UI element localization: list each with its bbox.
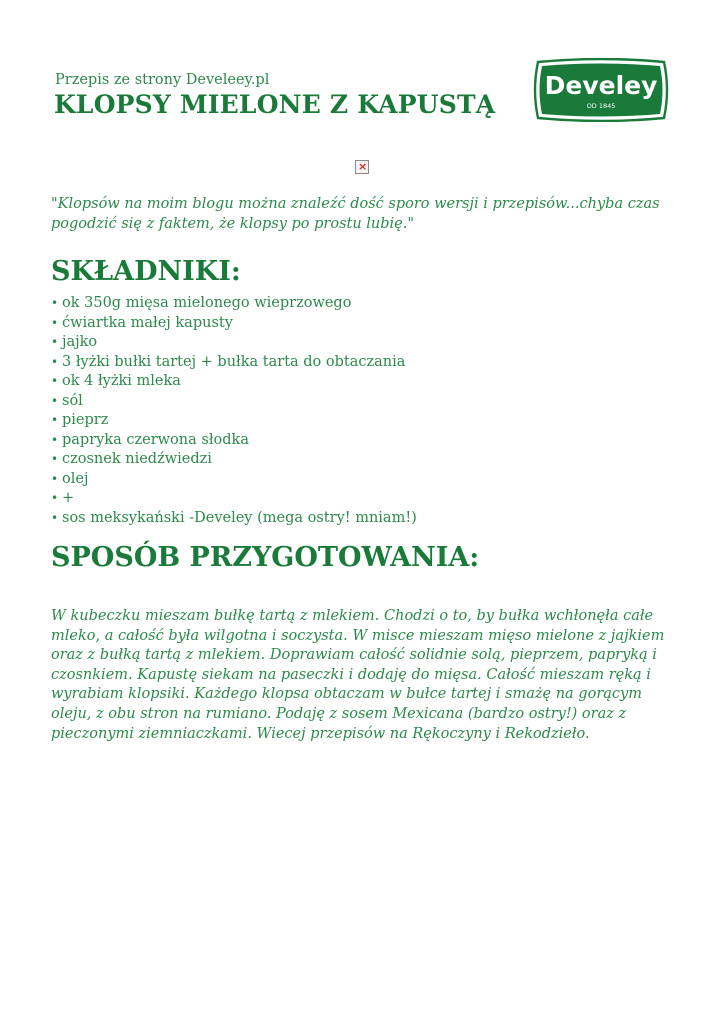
recipe-title: KLOPSY MIELONE Z KAPUSTĄ	[54, 90, 496, 119]
bullet-icon: •	[51, 491, 59, 505]
develey-logo	[532, 58, 670, 122]
list-item: • olej	[51, 470, 417, 490]
bullet-icon: •	[51, 354, 59, 369]
broken-image-icon: ×	[355, 160, 369, 174]
list-item: • jajko	[51, 333, 417, 353]
list-item: • pieprz	[51, 411, 417, 431]
bullet-icon: •	[51, 315, 59, 330]
logo-since: OD 1845	[586, 102, 616, 110]
ingredients-list	[51, 294, 417, 528]
bullet-icon: •	[51, 432, 59, 447]
source-line: Przepis ze strony Develeey.pl	[55, 72, 270, 88]
list-item: • papryka czerwona słodka	[51, 431, 417, 451]
bullet-icon: •	[51, 335, 59, 349]
bullet-icon: •	[51, 510, 59, 525]
list-item: • ćwiartka małej kapusty	[51, 314, 417, 334]
bullet-icon: •	[51, 374, 59, 388]
method-heading: SPOSÓB PRZYGOTOWANIA:	[51, 542, 480, 573]
list-item: • sól	[51, 392, 417, 412]
bullet-icon: •	[51, 393, 59, 408]
method-text: W kubeczku mieszam bułkę tartą z mlekiem. Chodzi o to, by bułka wchłonęła całe mleko, a całość była wilgotna i soczysta. W misce mieszam mięso mielone z jajkiem oraz z bułką tartą z mlekiem. Doprawiam całość solidnie solą, pieprzem, papryką i czosnkiem. Kapustę siekam na paseczki i dodaję do mięsa. Całość mieszam ręką i wyrabiam klopsiki. Każdego klopsa obtaczam w bułce tartej i smażę na gorącym oleju, z obu stron na rumiano. Podaję z sosem Mexicana (bardzo ostry!) oraz z pieczonymi ziemniaczkami. Wiecej przepisów na Rękoczyny i Rekodzieło.	[51, 608, 665, 742]
bullet-icon: •	[51, 452, 59, 466]
intro-quote: "Klopsów na moim blogu można znaleźć dość sporo wersji i przepisów...chyba czas pogodzić się z faktem, że klopsy po prostu lubię."	[51, 196, 660, 232]
list-item: • ok 4 łyżki mleka	[51, 372, 417, 392]
ingredients-heading: SKŁADNIKI:	[51, 256, 241, 287]
bullet-icon: •	[51, 471, 59, 486]
list-item: • czosnek niedźwiedzi	[51, 450, 417, 470]
bullet-icon: •	[51, 413, 59, 427]
logo-brand: Develey	[544, 71, 658, 100]
list-item: • +	[51, 489, 417, 509]
bullet-icon: •	[51, 296, 59, 310]
list-item: • 3 łyżki bułki tartej + bułka tarta do obtaczania	[51, 353, 417, 373]
list-item: • ok 350g mięsa mielonego wieprzowego	[51, 294, 417, 314]
list-item: • sos meksykański -Develey (mega ostry! mniam!)	[51, 509, 417, 529]
